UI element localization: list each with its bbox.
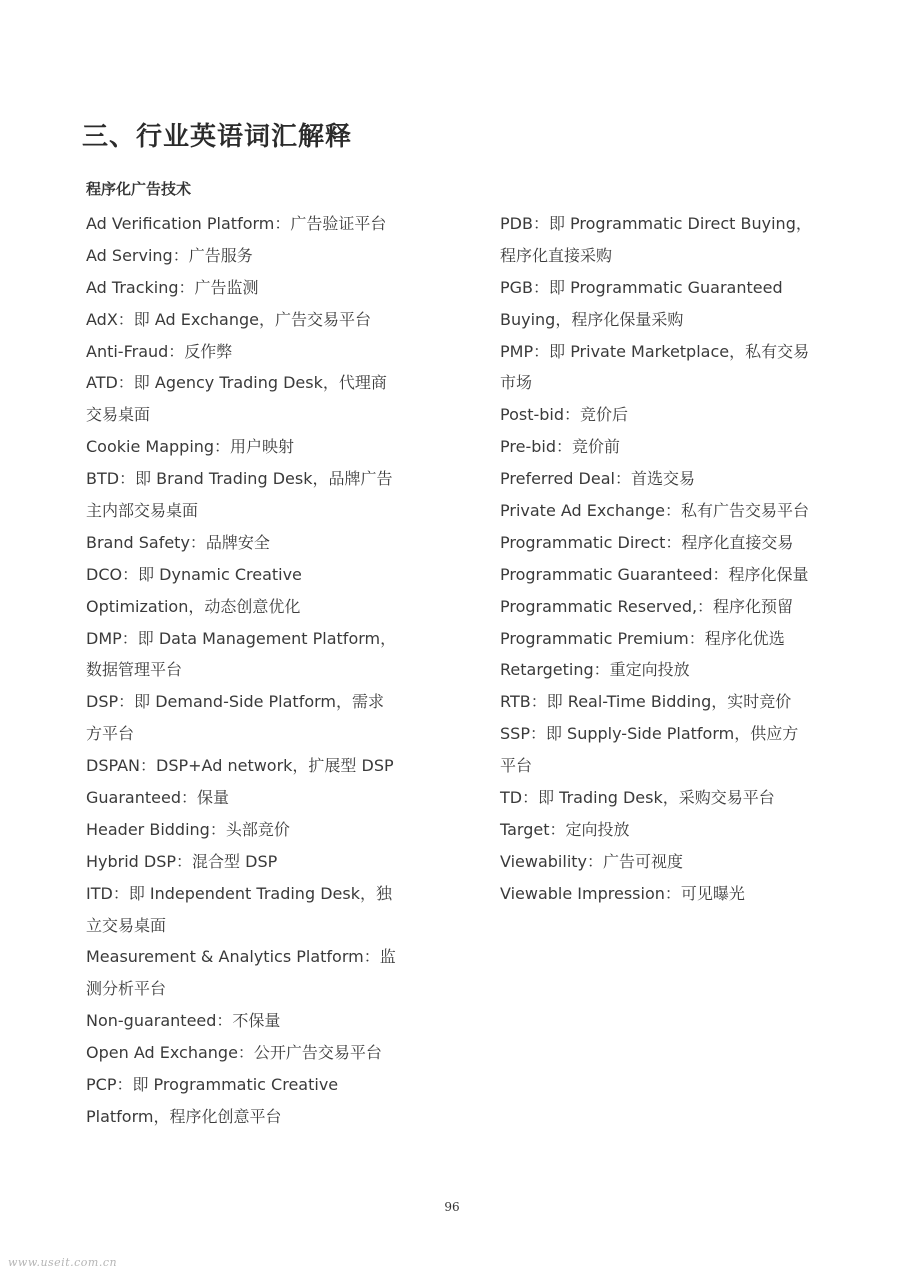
- glossary-line: 交易桌面: [86, 405, 151, 425]
- glossary-line: Open Ad Exchange：公开广告交易平台: [86, 1043, 382, 1063]
- glossary-right-column: [500, 208, 830, 910]
- glossary-line: ITD：即 Independent Trading Desk，独: [86, 883, 392, 903]
- glossary-line: Programmatic Direct：程序化直接交易: [500, 532, 794, 552]
- glossary-line: Brand Safety：品牌安全: [86, 532, 270, 552]
- glossary-line: 方平台: [86, 724, 135, 744]
- glossary-line: BTD：即 Brand Trading Desk，品牌广告: [86, 469, 393, 489]
- glossary-line: Non-guaranteed：不保量: [86, 1011, 281, 1031]
- glossary-line: DCO：即 Dynamic Creative: [86, 564, 302, 584]
- glossary-line: DMP：即 Data Management Platform，: [86, 628, 397, 648]
- glossary-line: Guaranteed：保量: [86, 788, 229, 808]
- glossary-line: Anti-Fraud：反作弊: [86, 341, 233, 361]
- glossary-line: ATD：即 Agency Trading Desk，代理商: [86, 373, 387, 393]
- glossary-line: SSP：即 Supply-Side Platform，供应方: [500, 724, 799, 744]
- glossary-line: Platform，程序化创意平台: [86, 1106, 282, 1126]
- glossary-line: Hybrid DSP：混合型 DSP: [86, 851, 278, 871]
- glossary-line: Viewable Impression：可见曝光: [500, 883, 745, 903]
- glossary-line: Ad Tracking：广告监测: [86, 277, 259, 297]
- glossary-line: Private Ad Exchange：私有广告交易平台: [500, 501, 809, 521]
- glossary-line: 测分析平台: [86, 979, 167, 999]
- glossary-line: 市场: [500, 373, 533, 393]
- glossary-line: PCP：即 Programmatic Creative: [86, 1075, 339, 1095]
- glossary-left-column: [86, 208, 416, 1133]
- glossary-line: AdX：即 Ad Exchange，广告交易平台: [86, 309, 371, 329]
- glossary-line: Buying，程序化保量采购: [500, 309, 684, 329]
- glossary-line: TD：即 Trading Desk，采购交易平台: [500, 788, 775, 808]
- glossary-line: Target：定向投放: [500, 819, 630, 839]
- glossary-line: Header Bidding：头部竞价: [86, 819, 290, 839]
- glossary-line: Post-bid：竞价后: [500, 405, 629, 425]
- glossary-line: Ad Verification Platform：广告验证平台: [86, 214, 387, 233]
- glossary-line: Preferred Deal：首选交易: [500, 469, 695, 489]
- glossary-line: Viewability：广告可视度: [500, 851, 684, 871]
- glossary-line: 立交易桌面: [86, 915, 167, 935]
- glossary-line: RTB：即 Real-Time Bidding，实时竞价: [500, 692, 792, 712]
- glossary-line: Optimization，动态创意优化: [86, 596, 301, 616]
- glossary-line: PDB：即 Programmatic Direct Buying，: [500, 214, 812, 233]
- glossary-line: 程序化直接采购: [500, 245, 613, 265]
- watermark: www.useit.com.cn: [8, 1256, 118, 1269]
- glossary-line: Pre-bid：竞价前: [500, 437, 620, 457]
- glossary-line: DSPAN：DSP+Ad network，扩展型 DSP: [86, 756, 394, 776]
- glossary-line: Measurement & Analytics Platform：监: [86, 947, 396, 967]
- glossary-line: Ad Serving：广告服务: [86, 245, 253, 265]
- glossary-line: 平台: [500, 756, 533, 776]
- page-title: 三、行业英语词汇解释: [82, 122, 353, 152]
- section-heading: 程序化广告技术: [86, 180, 192, 198]
- glossary-line: DSP：即 Demand-Side Platform，需求: [86, 692, 385, 712]
- glossary-line: Programmatic Reserved,：程序化预留: [500, 596, 794, 616]
- glossary-line: Programmatic Premium：程序化优选: [500, 628, 785, 648]
- glossary-line: Programmatic Guaranteed：程序化保量: [500, 564, 809, 584]
- glossary-line: 数据管理平台: [86, 660, 183, 680]
- glossary-line: Retargeting：重定向投放: [500, 660, 690, 680]
- page-number: 96: [444, 1200, 460, 1214]
- glossary-line: Cookie Mapping：用户映射: [86, 437, 295, 457]
- glossary-line: PMP：即 Private Marketplace，私有交易: [500, 341, 810, 361]
- glossary-line: PGB：即 Programmatic Guaranteed: [500, 277, 783, 297]
- glossary-line: 主内部交易桌面: [86, 501, 199, 521]
